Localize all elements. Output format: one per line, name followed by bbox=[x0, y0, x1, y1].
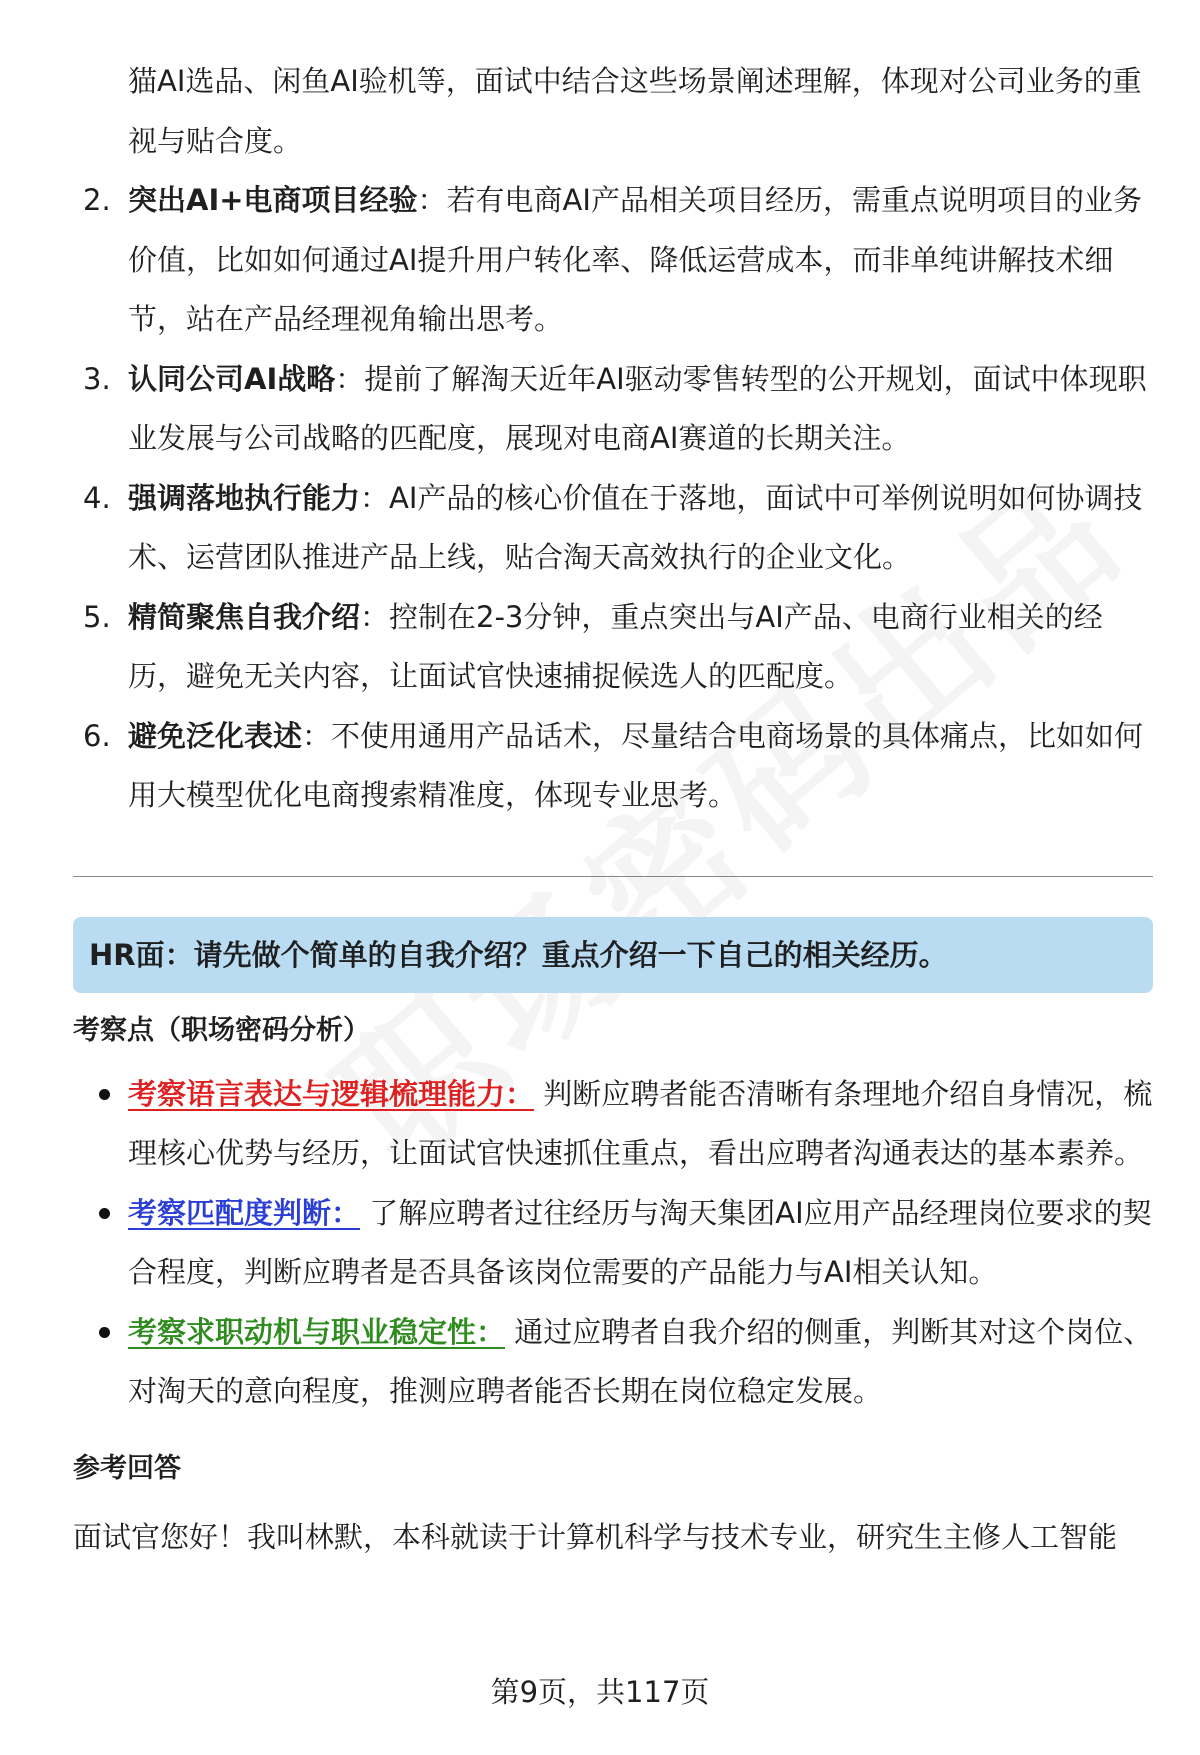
tip-lead: 精简聚焦自我介绍 bbox=[128, 599, 361, 634]
tip-item bbox=[73, 469, 1153, 588]
tip-item bbox=[73, 171, 1153, 350]
tip-number: 3. bbox=[83, 361, 111, 396]
page-footer: 第9页，共117页 bbox=[490, 1675, 710, 1709]
bullet-icon bbox=[99, 1208, 110, 1219]
tip-text: ：不使用通用产品话术，尽量结合电商场景的具体痛点，比如如何用大模型优化电商搜索精准度，体现专业思考。 bbox=[128, 718, 1144, 812]
tips-list bbox=[73, 171, 1153, 826]
bullet-icon bbox=[99, 1327, 110, 1338]
tip-number: 5. bbox=[83, 599, 111, 634]
content bbox=[73, 52, 1153, 1567]
analysis-point-tag: 考察语言表达与逻辑梳理能力： bbox=[128, 1076, 535, 1111]
tip-item bbox=[73, 588, 1153, 707]
tip-text: ：提前了解淘天近年AI驱动零售转型的公开规划，面试中体现职业发展与公司战略的匹配度，展现对电商AI赛道的长期关注。 bbox=[128, 361, 1147, 455]
interview-question: HR面：请先做个简单的自我介绍？重点介绍一下自己的相关经历。 bbox=[73, 917, 1153, 993]
answer-title: 参考回答 bbox=[73, 1452, 181, 1484]
analysis-point-tag: 考察求职动机与职业稳定性： bbox=[128, 1314, 506, 1349]
tip-item bbox=[73, 350, 1153, 469]
tip-lead: 突出AI+电商项目经验 bbox=[128, 183, 418, 217]
tip-number: 2. bbox=[83, 183, 111, 217]
section-divider bbox=[73, 876, 1153, 877]
answer-text: 面试官您好！我叫林默，本科就读于计算机科学与技术专业，研究生主修人工智能 bbox=[73, 1519, 1118, 1554]
analysis-point bbox=[73, 1065, 1153, 1184]
intro-continuation: 猫AI选品、闲鱼AI验机等，面试中结合这些场景阐述理解，体现对公司业务的重视与贴合度。 bbox=[128, 64, 1142, 158]
analysis-point-text: 了解应聘者过往经历与淘天集团AI应用产品经理岗位要求的契合程度，判断应聘者是否具备该岗位需要的产品能力与AI相关认知。 bbox=[128, 1195, 1152, 1289]
analysis-point bbox=[73, 1303, 1153, 1422]
analysis-point-text: 判断应聘者能否清晰有条理地介绍自身情况，梳理核心优势与经历，让面试官快速抓住重点，看出应聘者沟通表达的基本素养。 bbox=[128, 1076, 1153, 1170]
bullet-icon bbox=[99, 1089, 110, 1100]
tip-item bbox=[73, 707, 1153, 826]
analysis-point-text: 通过应聘者自我介绍的侧重，判断其对这个岗位、对淘天的意向程度，推测应聘者能否长期在岗位稳定发展。 bbox=[128, 1314, 1153, 1408]
tip-text: ：若有电商AI产品相关项目经历，需重点说明项目的业务价值，比如如何通过AI提升用户转化率、降低运营成本，而非单纯讲解技术细节，站在产品经理视角输出思考。 bbox=[128, 183, 1142, 336]
tip-text: ：控制在2-3分钟，重点突出与AI产品、电商行业相关的经历，避免无关内容，让面试官快速捕捉候选人的匹配度。 bbox=[128, 599, 1103, 693]
tip-lead: 避免泛化表述 bbox=[128, 718, 303, 753]
tip-number: 6. bbox=[83, 718, 111, 753]
analysis-title: 考察点（职场密码分析） bbox=[73, 1014, 370, 1046]
tip-lead: 认同公司AI战略 bbox=[128, 361, 336, 396]
analysis-points bbox=[73, 1065, 1153, 1422]
analysis-point bbox=[73, 1184, 1153, 1303]
tip-lead: 强调落地执行能力 bbox=[128, 480, 361, 515]
tip-number: 4. bbox=[83, 480, 111, 515]
analysis-point-tag: 考察匹配度判断： bbox=[128, 1195, 361, 1230]
tip-text: ：AI产品的核心价值在于落地，面试中可举例说明如何协调技术、运营团队推进产品上线，贴合淘天高效执行的企业文化。 bbox=[128, 480, 1143, 574]
